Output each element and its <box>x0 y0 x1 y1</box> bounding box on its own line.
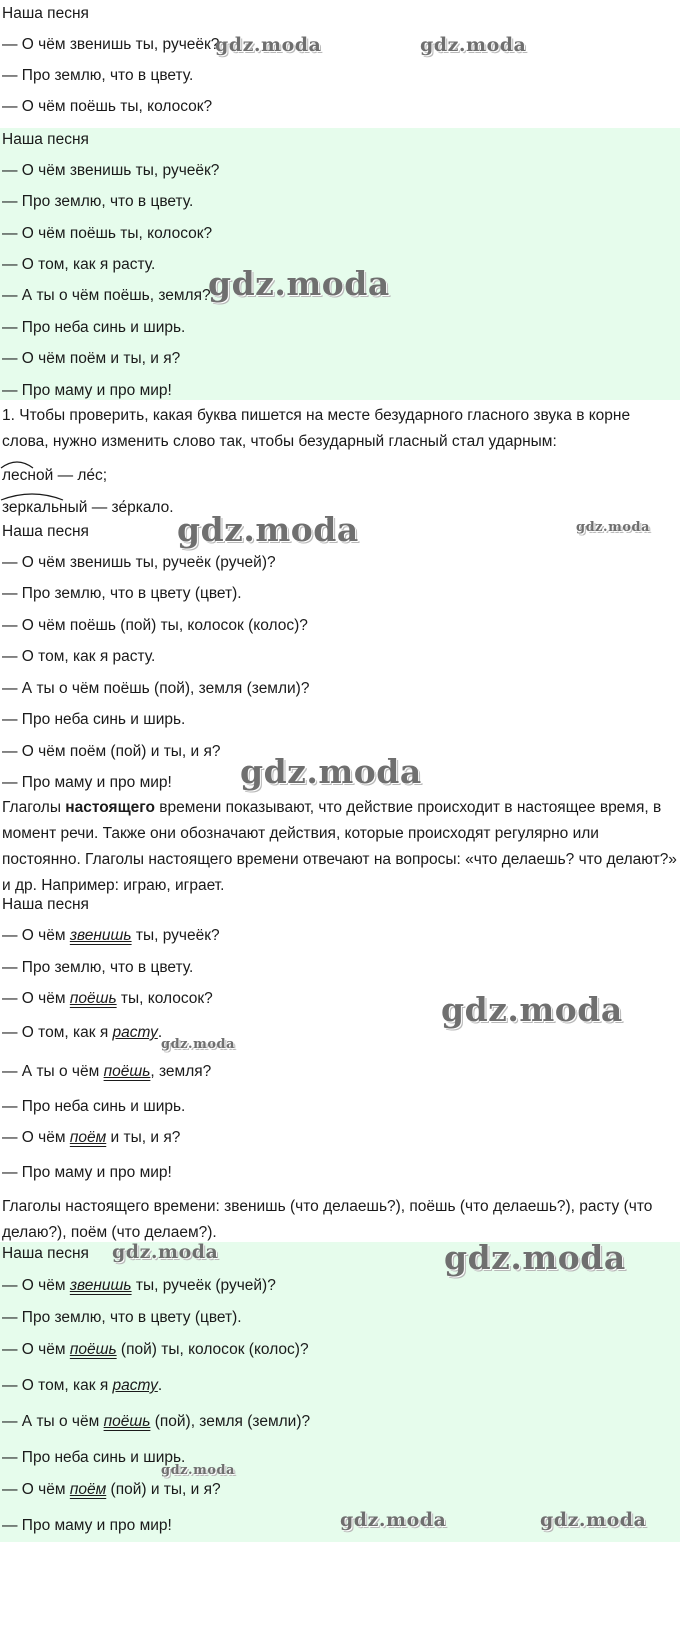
watermark-logo: gdz.moda <box>441 990 623 1029</box>
poem-title: Наша песня <box>2 896 89 913</box>
poem-title: Наша песня <box>2 1245 89 1262</box>
poem-line: — А ты о чём поёшь (пой), земля (земли)? <box>2 1413 311 1430</box>
poem-line: — О том, как я расту. <box>2 1024 163 1041</box>
poem-line: — О чём звенишь ты, ручеёк (ручей)? <box>2 1277 276 1294</box>
poem-line: — О чём поёшь ты, колосок? <box>2 225 213 242</box>
watermark-logo: gdz.moda <box>576 520 651 535</box>
poem-line: — О чём поёшь (пой) ты, колосок (колос)? <box>2 1341 309 1358</box>
root-arc-icon <box>0 459 34 469</box>
summary-text: Глаголы настоящего времени: звенишь (что делаешь?), поёшь (что делаешь?), расту (что делаю?), поём (что делаем?). <box>2 1198 653 1241</box>
poem-line: — О чём звенишь ты, ручеёк? <box>2 36 220 53</box>
watermark-logo: gdz.moda <box>340 1509 447 1531</box>
poem-line: — А ты о чём поёшь (пой), земля (земли)? <box>2 680 310 697</box>
verb-underlined: поёшь <box>103 1413 151 1430</box>
poem-line: — Про маму и про мир! <box>2 1164 172 1181</box>
verb-underlined: поёшь <box>103 1063 151 1080</box>
watermark-logo: gdz.moda <box>215 34 322 56</box>
watermark-logo: gdz.moda <box>240 752 422 791</box>
watermark-logo: gdz.moda <box>112 1241 219 1263</box>
poem-line: — О чём звенишь ты, ручеёк (ручей)? <box>2 554 276 571</box>
root-arc-icon <box>0 491 64 501</box>
poem-title: Наша песня <box>2 5 89 22</box>
poem-line: — О том, как я расту. <box>2 1377 163 1394</box>
verb-underlined: поёшь <box>69 990 117 1007</box>
poem-line: — О чём поёшь ты, колосок? <box>2 98 213 115</box>
verb-underlined: расту <box>112 1377 158 1394</box>
poem-line: — О чём звенишь ты, ручеёк? <box>2 927 220 944</box>
rule-example: зеркальный — зе́ркало. <box>2 498 174 518</box>
poem-line: — О чём звенишь ты, ручеёк? <box>2 162 220 179</box>
verbs-explanation: Глаголы настоящего времени показывают, что действие происходит в настоящее время, в момент речи. Также они обозначают действия, которые происходят регулярно или постоянно. Глаголы настоящего времени отвечают на вопросы: «что делаешь? что делают?» и др. Например: играю, играет. <box>2 799 677 894</box>
watermark-logo: gdz.moda <box>161 1463 236 1478</box>
watermark-logo: gdz.moda <box>161 1037 236 1052</box>
poem-line: — Про неба синь и ширь. <box>2 1098 186 1115</box>
poem-line: — О чём поём (пой) и ты, и я? <box>2 1481 221 1498</box>
verb-underlined: поём <box>69 1129 107 1146</box>
verb-underlined: поём <box>69 1481 107 1498</box>
poem-line: — А ты о чём поёшь, земля? <box>2 287 211 304</box>
poem-line: — А ты о чём поёшь, земля? <box>2 1063 212 1080</box>
poem-line: — Про землю, что в цвету (цвет). <box>2 1309 242 1326</box>
poem-line: — Про землю, что в цвету (цвет). <box>2 585 242 602</box>
poem-line: — Про неба синь и ширь. <box>2 1449 186 1466</box>
poem-line: — Про неба синь и ширь. <box>2 711 186 728</box>
poem-line: — Про неба синь и ширь. <box>2 319 186 336</box>
bold-term: настоящего <box>65 799 155 816</box>
poem-line: — Про маму и про мир! <box>2 1517 172 1534</box>
poem-line: — О чём поём и ты, и я? <box>2 1129 181 1146</box>
poem-line: — О чём поёшь ты, колосок? <box>2 990 213 1007</box>
poem-line: — Про землю, что в цвету. <box>2 193 194 210</box>
rule-example: лесной — ле́с; <box>2 466 107 486</box>
rule-text: 1. Чтобы проверить, какая буква пишется на месте безударного гласного звука в корне слова, нужно изменить слово так, чтобы безударный гласный стал ударным: <box>2 407 631 450</box>
poem-line: — О том, как я расту. <box>2 256 156 273</box>
watermark-logo: gdz.moda <box>444 1238 626 1277</box>
watermark-logo: gdz.moda <box>420 34 527 56</box>
poem-title: Наша песня <box>2 131 89 148</box>
watermark-logo: gdz.moda <box>208 264 390 303</box>
poem-line: — Про маму и про мир! <box>2 774 172 791</box>
poem-line: — О чём поём и ты, и я? <box>2 350 181 367</box>
poem-line: — О том, как я расту. <box>2 648 156 665</box>
verb-underlined: расту <box>112 1024 158 1041</box>
verb-underlined: звенишь <box>69 927 132 944</box>
poem-title: Наша песня <box>2 523 89 540</box>
watermark-logo: gdz.moda <box>177 510 359 549</box>
poem-line: — Про землю, что в цвету. <box>2 67 194 84</box>
poem-line: — О чём поём (пой) и ты, и я? <box>2 743 221 760</box>
verb-underlined: поёшь <box>69 1341 117 1358</box>
poem-line: — Про маму и про мир! <box>2 382 172 399</box>
watermark-logo: gdz.moda <box>540 1509 647 1531</box>
poem-line: — Про землю, что в цвету. <box>2 959 194 976</box>
poem-line: — О чём поёшь (пой) ты, колосок (колос)? <box>2 617 308 634</box>
verb-underlined: звенишь <box>69 1277 132 1294</box>
root-word: зеркаль <box>2 499 59 516</box>
root-word: лес <box>2 467 27 484</box>
